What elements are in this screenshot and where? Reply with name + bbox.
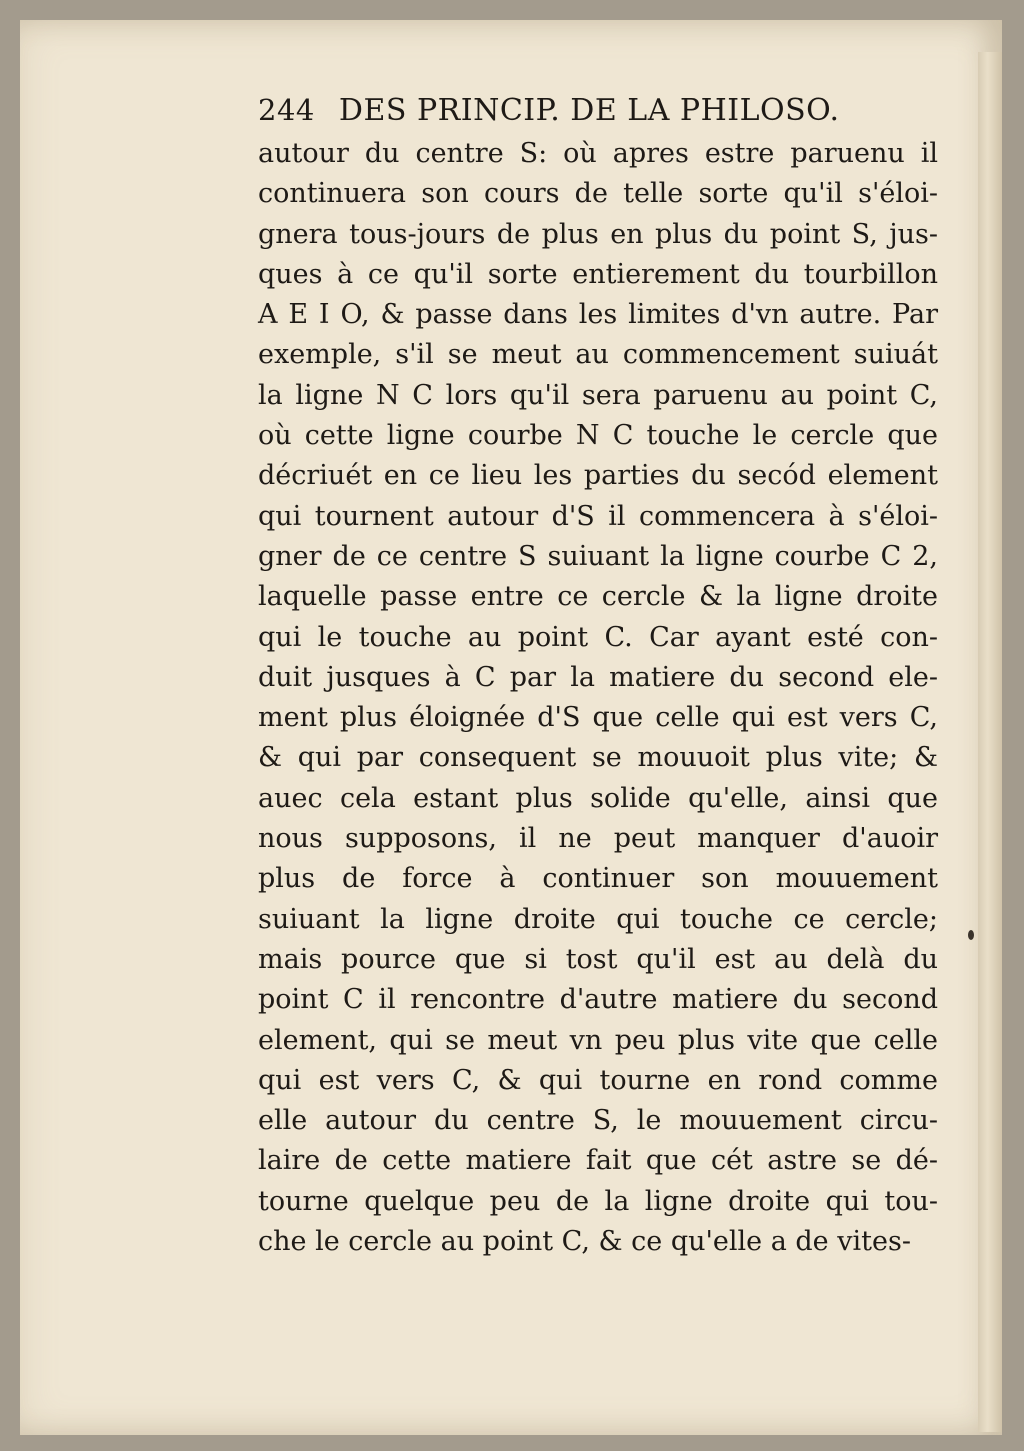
running-head xyxy=(258,86,938,134)
text-line: exemple, s'il se meut au commencement suiuát xyxy=(258,339,938,371)
text-line: duit jusques à C par la matiere du second ele- xyxy=(258,661,938,693)
page-edge-shadow xyxy=(978,52,1002,1432)
text-line: laquelle passe entre ce cercle & la ligne droite xyxy=(258,581,938,613)
text-line: qui tournent autour d'S il commencera à s'éloi- xyxy=(258,500,938,532)
text-line: suiuant la ligne droite qui touche ce cercle; xyxy=(258,903,938,935)
text-line: point C il rencontre d'autre matiere du second xyxy=(258,984,938,1016)
text-line: la ligne N C lors qu'il sera paruenu au point C, xyxy=(258,379,938,411)
text-line: autour du centre S: où apres estre paruenu il xyxy=(258,138,938,169)
text-line: elle autour du centre S, le mouuement circu- xyxy=(258,1105,938,1137)
text-line: où cette ligne courbe N C touche le cercle que xyxy=(258,420,938,452)
text-line: element, qui se meut vn peu plus vite que celle xyxy=(258,1024,938,1056)
text-block xyxy=(258,86,938,1262)
text-line: auec cela estant plus solide qu'elle, ainsi que xyxy=(258,782,938,814)
text-line: ment plus éloignée d'S que celle qui est vers C, xyxy=(258,702,938,734)
text-line: continuera son cours de telle sorte qu'il s'éloi- xyxy=(258,178,938,210)
text-line: qui le touche au point C. Car ayant esté con- xyxy=(258,621,938,653)
text-line: & qui par consequent se mouuoit plus vite; & xyxy=(258,742,938,774)
text-line: ques à ce qu'il sorte entierement du tourbillon xyxy=(258,258,938,290)
page-number: 244 xyxy=(258,93,315,127)
text-line: décriuét en ce lieu les parties du secód element xyxy=(258,460,938,492)
text-line: qui est vers C, & qui tourne en rond comme xyxy=(258,1064,938,1096)
text-line: plus de force à continuer son mouuement xyxy=(258,863,938,895)
text-line: che le cercle au point C, & ce qu'elle a de vites- xyxy=(258,1226,911,1258)
text-line: gnera tous-jours de plus en plus du point S, jus- xyxy=(258,218,938,250)
text-line: A E I O, & passe dans les limites d'vn autre. Par xyxy=(258,299,938,331)
text-line: gner de ce centre S suiuant la ligne courbe C 2, xyxy=(258,540,938,572)
running-title: DES PRINCIP. DE LA PHILOSO. xyxy=(338,93,840,128)
text-line: mais pource que si tost qu'il est au delà du xyxy=(258,943,938,975)
ink-speck xyxy=(968,930,974,940)
text-line: nous supposons, il ne peut manquer d'auoir xyxy=(258,823,938,855)
text-line: laire de cette matiere fait que cét astre se dé- xyxy=(258,1145,938,1177)
text-line: tourne quelque peu de la ligne droite qui tou- xyxy=(258,1185,938,1217)
